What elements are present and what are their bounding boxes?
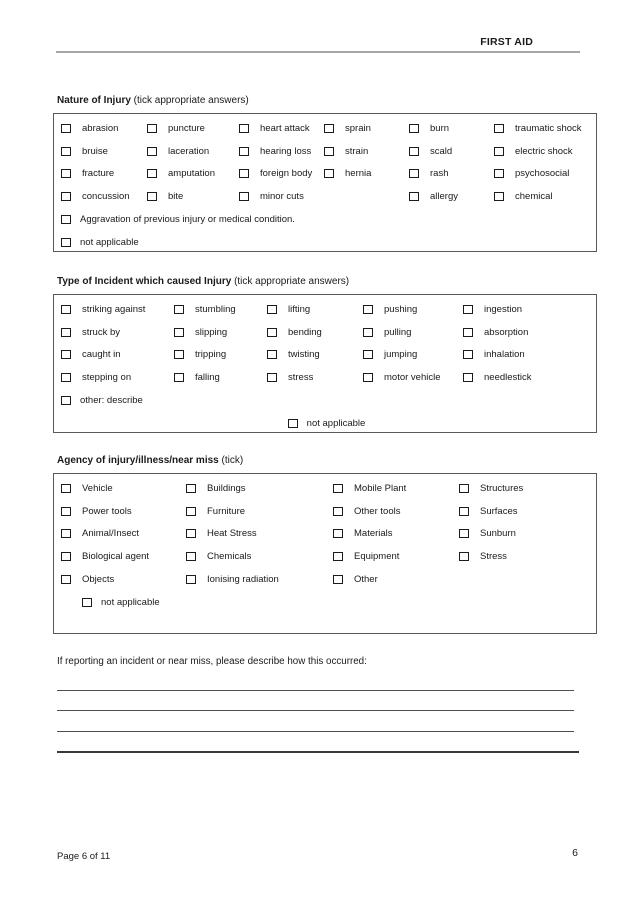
checkbox-caught-in[interactable] bbox=[61, 350, 71, 359]
checkbox-cell bbox=[459, 483, 592, 494]
checkbox-psychosocial[interactable] bbox=[494, 169, 504, 178]
checkbox-cell bbox=[409, 146, 494, 157]
checkbox-puncture[interactable] bbox=[147, 124, 157, 133]
checkbox-row bbox=[61, 366, 592, 389]
checkbox-label: hearing loss bbox=[260, 145, 312, 157]
checkbox-amputation[interactable] bbox=[147, 169, 157, 178]
checkbox-cell bbox=[61, 506, 186, 517]
checkbox-row bbox=[61, 412, 592, 433]
checkbox-animal-insect[interactable] bbox=[61, 529, 71, 538]
checkbox-burn[interactable] bbox=[409, 124, 419, 133]
checkbox-cell bbox=[494, 123, 592, 134]
checkbox-row bbox=[61, 298, 592, 321]
checkbox-row bbox=[61, 208, 592, 231]
checkbox-laceration[interactable] bbox=[147, 147, 157, 156]
write-line[interactable] bbox=[57, 691, 574, 712]
checkbox-label: concussion bbox=[82, 191, 130, 203]
checkbox-label: Other bbox=[354, 574, 378, 586]
checkbox-label: psychosocial bbox=[515, 168, 570, 180]
checkbox-label: traumatic shock bbox=[515, 122, 582, 134]
checkbox-cell bbox=[267, 304, 363, 315]
checkbox-row bbox=[61, 344, 592, 367]
checkbox-label: caught in bbox=[82, 349, 121, 361]
write-line[interactable] bbox=[57, 732, 579, 754]
checkbox-cell bbox=[61, 304, 174, 315]
checkbox-label: heart attack bbox=[260, 122, 310, 134]
checkbox-allergy[interactable] bbox=[409, 192, 419, 201]
checkbox-row bbox=[61, 568, 592, 591]
checkbox-row bbox=[61, 163, 592, 186]
checkbox-cell bbox=[174, 372, 267, 383]
checkbox-cell bbox=[61, 349, 174, 360]
checkbox-group bbox=[53, 113, 597, 252]
checkbox-label: lifting bbox=[288, 303, 311, 315]
checkbox-label: struck by bbox=[82, 326, 121, 338]
checkbox-sunburn[interactable] bbox=[459, 529, 469, 538]
checkbox-cell bbox=[239, 146, 324, 157]
checkbox-power-tools[interactable] bbox=[61, 507, 71, 516]
checkbox-mobile-plant[interactable] bbox=[333, 484, 343, 493]
checkbox-label: Materials bbox=[354, 528, 393, 540]
checkbox-cell bbox=[267, 327, 363, 338]
checkbox-cell bbox=[186, 483, 333, 494]
checkbox-label: Stress bbox=[480, 551, 507, 563]
checkbox-fracture[interactable] bbox=[61, 169, 71, 178]
checkbox-label: stress bbox=[288, 372, 314, 384]
checkbox-pulling[interactable] bbox=[363, 328, 373, 337]
section-title: Type of Incident which caused Injury (tick appropriate answers) bbox=[57, 276, 350, 287]
checkbox-cell bbox=[494, 168, 592, 179]
checkbox-label: bruise bbox=[82, 145, 108, 157]
checkbox-row bbox=[61, 591, 592, 614]
checkbox-label: twisting bbox=[288, 349, 320, 361]
checkbox-slipping[interactable] bbox=[174, 328, 184, 337]
checkbox-label: puncture bbox=[168, 122, 205, 134]
checkbox-needlestick[interactable] bbox=[463, 373, 473, 382]
checkbox-cell bbox=[61, 123, 147, 134]
checkbox-cell bbox=[324, 146, 409, 157]
checkbox-cell bbox=[333, 483, 459, 494]
checkbox-label: ingestion bbox=[484, 303, 523, 315]
checkbox-struck-by[interactable] bbox=[61, 328, 71, 337]
checkbox-bending[interactable] bbox=[267, 328, 277, 337]
checkbox-cell bbox=[459, 506, 592, 517]
checkbox-label: striking against bbox=[82, 303, 146, 315]
checkbox-cell bbox=[333, 574, 459, 585]
checkbox-cell bbox=[239, 123, 324, 134]
checkbox-hernia[interactable] bbox=[324, 169, 334, 178]
checkbox-twisting[interactable] bbox=[267, 350, 277, 359]
checkbox-other-tools[interactable] bbox=[333, 507, 343, 516]
checkbox-cell bbox=[333, 506, 459, 517]
checkbox-label: falling bbox=[195, 372, 220, 384]
checkbox-label: Animal/Insect bbox=[82, 528, 140, 540]
checkbox-stumbling[interactable] bbox=[174, 305, 184, 314]
checkbox-foreign-body[interactable] bbox=[239, 169, 249, 178]
checkbox-buildings[interactable] bbox=[186, 484, 196, 493]
checkbox-label: not applicable bbox=[80, 236, 139, 248]
checkbox-label: rash bbox=[430, 168, 449, 180]
section-title: Nature of Injury (tick appropriate answers) bbox=[57, 95, 249, 106]
checkbox-cell bbox=[61, 146, 147, 157]
checkbox-cell bbox=[324, 123, 409, 134]
checkbox-rash[interactable] bbox=[409, 169, 419, 178]
checkbox-label: electric shock bbox=[515, 145, 573, 157]
checkbox-label: Vehicle bbox=[82, 482, 113, 494]
checkbox-label: laceration bbox=[168, 145, 210, 157]
checkbox-cell bbox=[333, 551, 459, 562]
checkbox-not-applicable[interactable] bbox=[82, 598, 92, 607]
checkbox-cell bbox=[463, 372, 592, 383]
checkbox-stress[interactable] bbox=[459, 552, 469, 561]
checkbox-ionising-radiation[interactable] bbox=[186, 575, 196, 584]
checkbox-cell bbox=[324, 168, 409, 179]
checkbox-row bbox=[61, 185, 592, 208]
checkbox-cell bbox=[61, 191, 147, 202]
checkbox-cell bbox=[363, 327, 463, 338]
checkbox-label: Ionising radiation bbox=[207, 574, 279, 586]
checkbox-label: foreign body bbox=[260, 168, 313, 180]
checkbox-motor-vehicle[interactable] bbox=[363, 373, 373, 382]
checkbox-label: hernia bbox=[345, 168, 372, 180]
checkbox-biological-agent[interactable] bbox=[61, 552, 71, 561]
checkbox-row bbox=[61, 545, 592, 568]
checkbox-abrasion[interactable] bbox=[61, 124, 71, 133]
checkbox-cell bbox=[174, 349, 267, 360]
checkbox-heart-attack[interactable] bbox=[239, 124, 249, 133]
checkbox-cell bbox=[186, 506, 333, 517]
checkbox-cell bbox=[61, 168, 147, 179]
checkbox-cell bbox=[147, 146, 239, 157]
checkbox-label: bending bbox=[288, 326, 322, 338]
checkbox-cell bbox=[494, 191, 592, 202]
page-header-title: FIRST AID bbox=[480, 36, 533, 48]
checkbox-hearing-loss[interactable] bbox=[239, 147, 249, 156]
checkbox-inhalation[interactable] bbox=[463, 350, 473, 359]
checkbox-cell bbox=[463, 349, 592, 360]
checkbox-cell bbox=[267, 372, 363, 383]
checkbox-label: inhalation bbox=[484, 349, 525, 361]
checkbox-label: slipping bbox=[195, 326, 228, 338]
section-agency bbox=[53, 454, 597, 634]
checkbox-label: Aggravation of previous injury or medical condition. bbox=[80, 214, 295, 226]
checkbox-cell bbox=[61, 327, 174, 338]
checkbox-bite[interactable] bbox=[147, 192, 157, 201]
checkbox-electric-shock[interactable] bbox=[494, 147, 504, 156]
checkbox-chemical[interactable] bbox=[494, 192, 504, 201]
checkbox-stepping-on[interactable] bbox=[61, 373, 71, 382]
checkbox-label: Structures bbox=[480, 482, 524, 494]
checkbox-label: strain bbox=[345, 145, 369, 157]
checkbox-label: stumbling bbox=[195, 303, 236, 315]
checkbox-label: stepping on bbox=[82, 372, 132, 384]
write-lines bbox=[57, 670, 577, 753]
checkbox-cell bbox=[333, 528, 459, 539]
checkbox-label: bite bbox=[168, 191, 184, 203]
checkbox-row bbox=[61, 500, 592, 523]
checkbox-label: Mobile Plant bbox=[354, 482, 407, 494]
checkbox-minor-cuts[interactable] bbox=[239, 192, 249, 201]
section-title: Agency of injury/illness/near miss (tick) bbox=[57, 455, 244, 466]
checkbox-label: motor vehicle bbox=[384, 372, 441, 384]
checkbox-cell bbox=[363, 304, 463, 315]
checkbox-traumatic-shock[interactable] bbox=[494, 124, 504, 133]
checkbox-label: burn bbox=[430, 122, 450, 134]
checkbox-label: Heat Stress bbox=[207, 528, 257, 540]
checkbox-striking-against[interactable] bbox=[61, 305, 71, 314]
checkbox-cell bbox=[61, 372, 174, 383]
checkbox-ingestion[interactable] bbox=[463, 305, 473, 314]
section-incident bbox=[53, 275, 597, 433]
checkbox-not-applicable[interactable] bbox=[61, 238, 71, 247]
checkbox-cell bbox=[409, 123, 494, 134]
checkbox-chemicals[interactable] bbox=[186, 552, 196, 561]
checkbox-label: sprain bbox=[345, 122, 371, 134]
checkbox-heat-stress[interactable] bbox=[186, 529, 196, 538]
checkbox-row bbox=[61, 389, 592, 412]
checkbox-scald[interactable] bbox=[409, 147, 419, 156]
checkbox-vehicle[interactable] bbox=[61, 484, 71, 493]
checkbox-concussion[interactable] bbox=[61, 192, 71, 201]
checkbox-cell bbox=[459, 551, 592, 562]
checkbox-cell bbox=[186, 528, 333, 539]
checkbox-cell bbox=[239, 191, 324, 202]
header-divider bbox=[56, 51, 580, 53]
describe-prompt: If reporting an incident or near miss, please describe how this occurred: bbox=[57, 656, 367, 667]
checkbox-label: Sunburn bbox=[480, 528, 516, 540]
checkbox-cell bbox=[174, 304, 267, 315]
checkbox-cell bbox=[147, 168, 239, 179]
checkbox-label: Biological agent bbox=[82, 551, 150, 563]
checkbox-falling[interactable] bbox=[174, 373, 184, 382]
checkbox-objects[interactable] bbox=[61, 575, 71, 584]
checkbox-cell bbox=[174, 327, 267, 338]
checkbox-label: Surfaces bbox=[480, 505, 518, 517]
checkbox-row bbox=[61, 477, 592, 500]
checkbox-label: abrasion bbox=[82, 122, 119, 134]
checkbox-lifting[interactable] bbox=[267, 305, 277, 314]
checkbox-cell bbox=[409, 191, 494, 202]
checkbox-row bbox=[61, 140, 592, 163]
checkbox-cell bbox=[239, 168, 324, 179]
checkbox-label: chemical bbox=[515, 191, 553, 203]
checkbox-row bbox=[61, 523, 592, 546]
checkbox-label: not applicable bbox=[306, 417, 366, 429]
checkbox-cell bbox=[409, 168, 494, 179]
checkbox-label: absorption bbox=[484, 326, 529, 338]
footer-page-number: 6 bbox=[572, 847, 578, 859]
footer-page-indicator: Page 6 of 11 bbox=[57, 851, 111, 862]
checkbox-label: Furniture bbox=[207, 505, 246, 517]
checkbox-materials[interactable] bbox=[333, 529, 343, 538]
checkbox-strain[interactable] bbox=[324, 147, 334, 156]
checkbox-label: not applicable bbox=[101, 596, 160, 608]
checkbox-label: tripping bbox=[195, 349, 227, 361]
checkbox-label: pushing bbox=[384, 303, 418, 315]
checkbox-sprain[interactable] bbox=[324, 124, 334, 133]
checkbox-absorption[interactable] bbox=[463, 328, 473, 337]
checkbox-label: Other tools bbox=[354, 505, 401, 517]
checkbox-cell bbox=[147, 191, 239, 202]
checkbox-label: Objects bbox=[82, 574, 115, 586]
checkbox-not-applicable[interactable] bbox=[288, 419, 298, 428]
checkbox-cell bbox=[363, 372, 463, 383]
write-line[interactable] bbox=[57, 711, 574, 732]
checkbox-other[interactable] bbox=[333, 575, 343, 584]
checkbox-cell bbox=[459, 528, 592, 539]
section-nature bbox=[53, 94, 597, 252]
checkbox-aggravation-of-previous-injury-or-medical-condition[interactable] bbox=[61, 215, 71, 224]
checkbox-label: amputation bbox=[168, 168, 216, 180]
checkbox-structures[interactable] bbox=[459, 484, 469, 493]
checkbox-cell bbox=[61, 551, 186, 562]
checkbox-label: Power tools bbox=[82, 505, 132, 517]
checkbox-furniture[interactable] bbox=[186, 507, 196, 516]
checkbox-row bbox=[61, 321, 592, 344]
checkbox-cell bbox=[463, 304, 592, 315]
checkbox-other-describe[interactable] bbox=[61, 396, 71, 405]
checkbox-cell bbox=[267, 349, 363, 360]
checkbox-label: jumping bbox=[384, 349, 418, 361]
checkbox-group bbox=[53, 473, 597, 634]
checkbox-pushing[interactable] bbox=[363, 305, 373, 314]
checkbox-cell bbox=[61, 528, 186, 539]
checkbox-label: scald bbox=[430, 145, 453, 157]
checkbox-label: pulling bbox=[384, 326, 412, 338]
checkbox-tripping[interactable] bbox=[174, 350, 184, 359]
checkbox-label: allergy bbox=[430, 191, 458, 203]
checkbox-cell bbox=[61, 574, 186, 585]
checkbox-cell bbox=[186, 574, 333, 585]
checkbox-label: needlestick bbox=[484, 372, 532, 384]
checkbox-row bbox=[61, 117, 592, 140]
checkbox-row bbox=[61, 231, 592, 252]
checkbox-cell bbox=[363, 349, 463, 360]
checkbox-label: Equipment bbox=[354, 551, 400, 563]
checkbox-cell bbox=[494, 146, 592, 157]
checkbox-label: other: describe bbox=[80, 395, 143, 407]
checkbox-label: Buildings bbox=[207, 482, 246, 494]
checkbox-label: fracture bbox=[82, 168, 115, 180]
checkbox-label: minor cuts bbox=[260, 191, 304, 203]
checkbox-cell bbox=[61, 483, 186, 494]
checkbox-stress[interactable] bbox=[267, 373, 277, 382]
checkbox-cell bbox=[147, 123, 239, 134]
checkbox-cell bbox=[463, 327, 592, 338]
write-line[interactable] bbox=[57, 670, 574, 691]
checkbox-equipment[interactable] bbox=[333, 552, 343, 561]
checkbox-jumping[interactable] bbox=[363, 350, 373, 359]
checkbox-bruise[interactable] bbox=[61, 147, 71, 156]
checkbox-cell bbox=[186, 551, 333, 562]
checkbox-group bbox=[53, 294, 597, 433]
checkbox-label: Chemicals bbox=[207, 551, 252, 563]
checkbox-surfaces[interactable] bbox=[459, 507, 469, 516]
